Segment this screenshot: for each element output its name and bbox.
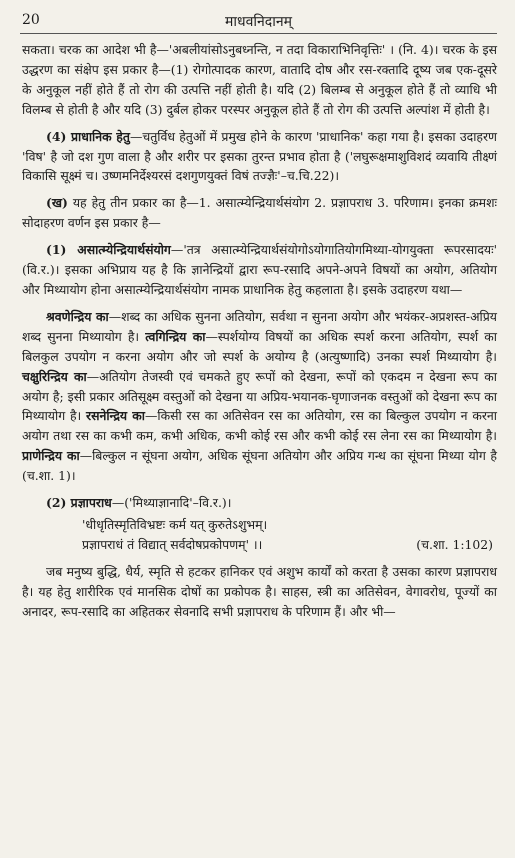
paragraph-1 [22,40,497,120]
heading-shravanendriya: श्रवणेन्द्रिय का [46,308,109,324]
paragraph-asatmyendriyartha-text: —'तत्र असात्म्येन्द्रियार्थसंयोगोऽयोगातियोगमिथ्या-योगयुक्ता रूपरसादयः' (वि.र.)। इसका अभिप्राय यह है कि ज्ञानेन्द्रियों द्वारा रूप-रसादि अपने-अपने विषयों का अयोग, अतियोग और मिथ्यायोग होना असात्म्येन्द्रियार्थसंयोग नामक प्राधानिक हेतु कहलाता है। इसके उदाहरण यथा— [22,242,497,297]
header-rule [20,33,497,34]
sanskrit-verse [22,515,497,555]
verse-line-2: प्रज्ञापराधं तं विद्यात् सर्वदोषप्रकोपणम्' ।। [82,536,263,552]
heading-tvagindriya: त्वगिन्द्रिय का [145,328,206,344]
paragraph-kha-text: यह हेतु तीन प्रकार का है—1. असात्म्येन्द्रियार्थसंयोग 2. प्रज्ञापराध 3. परिणाम। इनका क्रमशः सोदाहरण वर्णन इस प्रकार है— [22,195,497,231]
paragraph-pradhanik-hetu [22,127,497,187]
verse-reference: (च.शा. 1:102) [416,536,493,552]
paragraph-pradhanik-text: —चतुर्विध हेतुओं में प्रमुख होने के कारण 'प्राधानिक' कहा गया है। इसका उदाहरण 'विष' है जो दश गुण वाला है और शरीर पर इसका तुरन्त प्रभाव होता है ('लघुरूक्षमाशुविशदं व्यवायि तीक्ष्णं विकासि सूक्ष्मं च। उष्णमनिर्देश्यरसं दशगुणयुक्तं विषं तज्ज्ञैः'–च.चि.22)। [22,128,498,184]
page-number: 20 [22,12,40,28]
text-shravanendriya: —शब्द का अधिक सुनना अतियोग, सर्वथा न सुनना अयोग और भयंकर-अप्रशस्त-अप्रिय शब्द सुनना मिथ्यायोग है। [22,308,497,344]
heading-rasanendriya: रसनेन्द्रिय का [86,408,146,424]
heading-asatmyendriyartha: (1) असात्म्येन्द्रियार्थसंयोग [46,242,171,258]
text-chakshurindriya: —अतियोग तेजस्वी एवं चमकते हुए रूपों को देखना, रूपों को एकदम न देखना रूप का अयोग है; इसी प्रकार अतिसूक्ष्म वस्तुओं को देखना या अप्रिय-भयानक-घृणाजनक वस्तुओं को देखना रूप का मिथ्यायोग है। [22,368,497,424]
paragraph-prajnaparadha [22,493,497,513]
heading-kha: (ख) [46,195,68,211]
page-header [22,12,495,30]
heading-pranendriya: प्राणेन्द्रिय का [22,448,80,464]
verse-line-1: 'धीधृतिस्मृतिविभ्रष्टः कर्म यत् कुरुतेऽशुभम्। [82,516,268,532]
paragraph-final [22,562,497,622]
text-rasanendriya: —किसी रस का अतिसेवन रस का अतियोग, रस का बिल्कुल उपयोग न करना अयोग तथा रस का कभी कम, कभी अधिक, कभी कोई रस और कभी कोई रस लेना रस का मिथ्यायोग है। [22,408,498,444]
heading-prajnaparadha: (2) प्रज्ञापराध [46,495,112,511]
paragraph-final-text: जब मनुष्य बुद्धि, धैर्य, स्मृति से हटकर हानिकर एवं अशुभ कार्यों को करता है उसका कारण प्रज्ञापराध है। यह हेतु शारीरिक एवं मानसिक दोषों का प्रकोपक है। साहस, स्त्री का अतिसेवन, वेगावरोध, पूज्यों का अनादर, रूप-रसादि का अहितकर सेवनादि सभी प्रज्ञापराध के परिणाम हैं। और भी— [22,563,497,619]
paragraph-prajnaparadha-text: —('मिथ्याज्ञानादि'–वि.र.)। [111,495,232,511]
paragraph-indriya-examples [22,307,497,486]
page-body [22,40,497,621]
heading-chakshurindriya: चक्षुरिन्द्रिय का [22,368,87,384]
text-tvagindriya: —स्पर्शयोग्य विषयों का अधिक स्पर्श करना अतियोग, स्पर्श का बिलकुल उपयोग न करना अयोग और जो स्पर्श के अयोग्य है (अत्युष्णादि) उनका स्पर्श मिथ्यायोग है। [22,328,497,364]
paragraph-asatmyendriyartha [22,240,497,300]
paragraph-kha [22,193,497,233]
running-title: माधवनिदानम् [225,14,292,30]
text-pranendriya: —बिल्कुल न सूंघना अयोग, अधिक सूंघना अतियोग और अप्रिय गन्ध का सूंघना मिथ्या योग है (च.शा. 1)। [22,448,497,484]
paragraph-1-text: सकता। चरक का आदेश भी है—'अबलीयांसोऽनुबध्नन्ति, न तदा विकाराभिनिवृत्तिः' । (नि. 4)। चरक के इस उद्धरण का संक्षेप इस प्रकार है—(1) रोगोत्पादक कारण, वातादि दोष और रस-रक्तादि दूष्य जब एक-दूसरे के अनुकूल नहीं होते हैं तो रोग की उत्पत्ति नहीं होती है। यदि (2) बिलम्ब से अनुकूल होते हैं तो व्याधि भी विलम्ब से होती है और यदि (3) दुर्बल होकर परस्पर अनुकूल होते हैं तो रोग की उत्पत्ति अल्पांश में होती है। [22,42,497,117]
heading-pradhanik-hetu: (4) प्राधानिक हेतु [46,128,130,144]
